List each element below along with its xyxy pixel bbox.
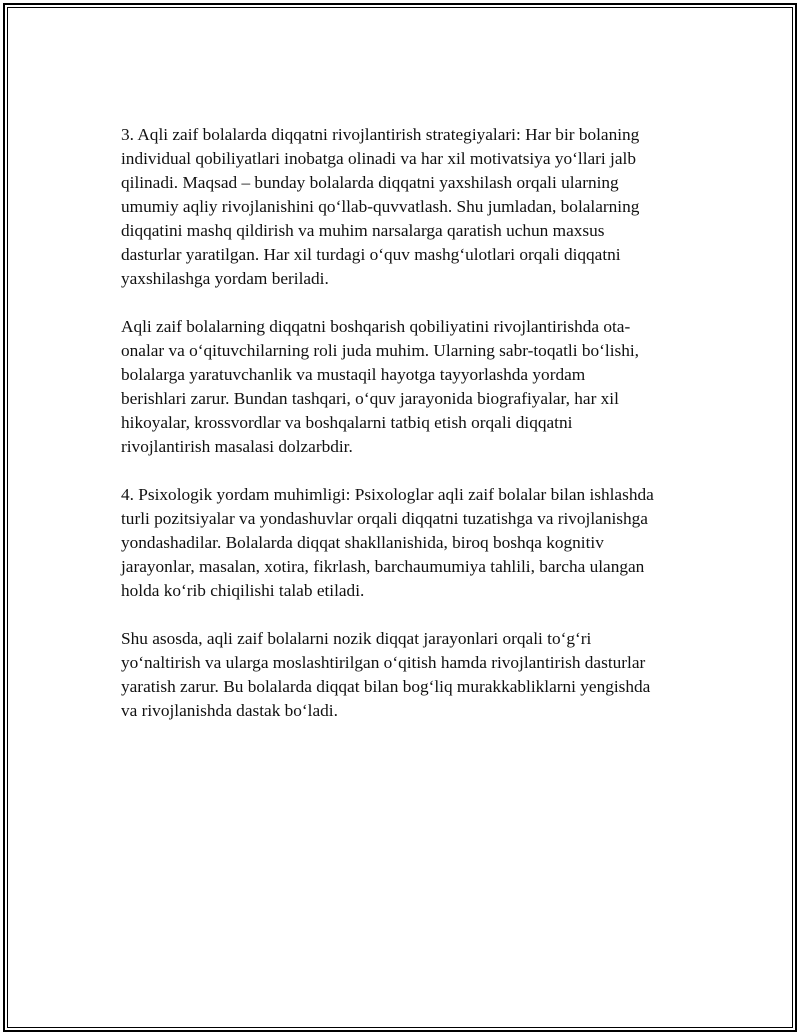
paragraph-conclusion <box>121 627 701 723</box>
text-line: umumiy aqliy rivojlanishini qo‘llab-quvvatlash. Shu jumladan, bolalarning <box>121 197 640 216</box>
text-line: hikoyalar, krossvordlar va boshqalarni tatbiq etish orqali diqqatni <box>121 413 573 432</box>
text-line: yondashadilar. Bolalarda diqqat shakllanishida, biroq boshqa kognitiv <box>121 533 604 552</box>
text-line: 4. Psixologik yordam muhimligi: Psixologlar aqli zaif bolalar bilan ishlashda <box>121 485 654 504</box>
paragraph-psychological-support <box>121 483 701 603</box>
text-line: Shu asosda, aqli zaif bolalarni nozik diqqat jarayonlari orqali to‘g‘ri <box>121 629 592 648</box>
text-line: turli pozitsiyalar va yondashuvlar orqali diqqatni tuzatishga va rivojlanishga <box>121 509 648 528</box>
paragraph-parents-teachers <box>121 315 701 459</box>
text-line: va rivojlanishda dastak bo‘ladi. <box>121 701 338 720</box>
page-frame <box>3 3 797 1032</box>
text-line: dasturlar yaratilgan. Har xil turdagi o‘quv mashg‘ulotlari orqali diqqatni <box>121 245 621 264</box>
text-line: bolalarga yaratuvchanlik va mustaqil hayotga tayyorlashda yordam <box>121 365 586 384</box>
paragraph-strategies <box>121 123 701 291</box>
text-line: diqqatini mashq qildirish va muhim narsalarga qaratish uchun maxsus <box>121 221 605 240</box>
text-line: yaxshilashga yordam beriladi. <box>121 269 329 288</box>
text-line: jarayonlar, masalan, xotira, fikrlash, barchaumumiya tahlili, barcha ulangan <box>121 557 645 576</box>
text-line: Aqli zaif bolalarning diqqatni boshqarish qobiliyatini rivojlantirishda ota- <box>121 317 631 336</box>
text-line: qilinadi. Maqsad – bunday bolalarda diqqatni yaxshilash orqali ularning <box>121 173 619 192</box>
text-line: yaratish zarur. Bu bolalarda diqqat bilan bog‘liq murakkabliklarni yengishda <box>121 677 651 696</box>
text-line: berishlari zarur. Bundan tashqari, o‘quv jarayonida biografiyalar, har xil <box>121 389 619 408</box>
text-line: individual qobiliyatlari inobatga olinadi va har xil motivatsiya yo‘llari jalb <box>121 149 636 168</box>
text-line: yo‘naltirish va ularga moslashtirilgan o‘qitish hamda rivojlantirish dasturlar <box>121 653 646 672</box>
text-line: 3. Aqli zaif bolalarda diqqatni rivojlantirish strategiyalari: Har bir bolaning <box>121 125 640 144</box>
text-line: onalar va o‘qituvchilarning roli juda muhim. Ularning sabr-toqatli bo‘lishi, <box>121 341 639 360</box>
document-body <box>121 123 701 747</box>
text-line: holda ko‘rib chiqilishi talab etiladi. <box>121 581 365 600</box>
text-line: rivojlantirish masalasi dolzarbdir. <box>121 437 353 456</box>
